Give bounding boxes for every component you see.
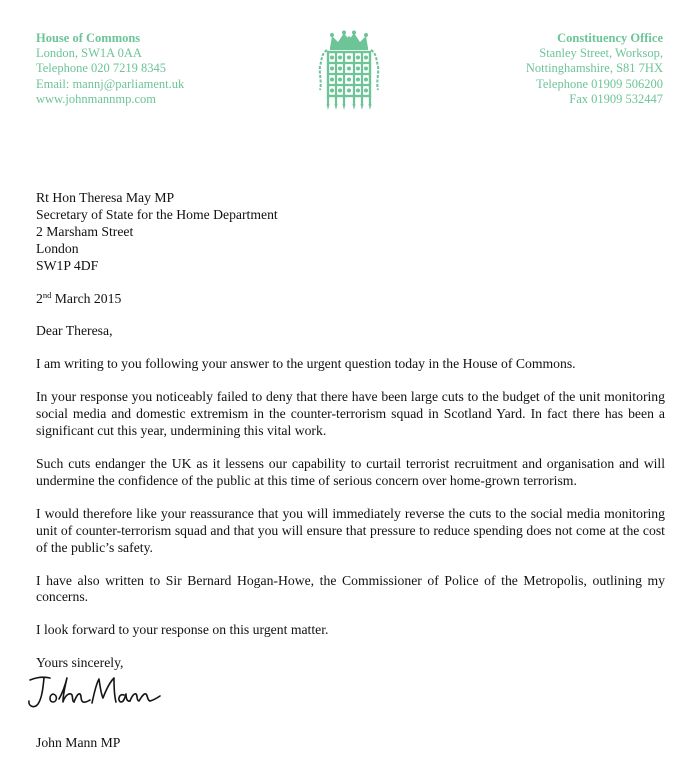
paragraph: I would therefore like your reassurance that you will immediately reverse the cuts to the social media monitoring unit of counter-terrorism squad and that you will ensure that pressure to reduce spending does not come at the cost of the public’s safety.: [36, 505, 665, 555]
recipient-city: London: [36, 240, 79, 256]
salutation: Dear Theresa,: [36, 323, 113, 339]
portcullis-emblem: [318, 30, 380, 112]
recipient-title: Secretary of State for the Home Department: [36, 206, 278, 222]
letterhead-website: www.johnmannmp.com: [36, 91, 157, 106]
letterhead-right-title: Constituency Office: [557, 31, 663, 45]
constituency-fax: Fax 01909 532447: [569, 91, 663, 106]
paragraph: I have also written to Sir Bernard Hogan-Howe, the Commissioner of Police of the Metropolis, outlining my concerns.: [36, 572, 665, 605]
paragraph: I look forward to your response on this urgent matter.: [36, 622, 329, 638]
paragraph: In your response you noticeably failed to deny that there have been large cuts to the budget of the unit monitoring social media and domestic extremism in the counter-terrorism squad in Scotland Yard. In fact there has been a significant cut this year, undermining this vital work.: [36, 389, 665, 439]
constituency-address-line: Nottinghamshire, S81 7HX: [525, 61, 663, 76]
recipient-name: Rt Hon Theresa May MP: [36, 190, 175, 205]
letterhead-left: [36, 31, 184, 107]
constituency-telephone: Telephone 01909 506200: [536, 76, 663, 91]
signature-icon: [26, 668, 166, 712]
letterhead-left-title: House of Commons: [36, 31, 141, 45]
constituency-address-line: Stanley Street, Worksop,: [539, 46, 663, 61]
date-rest: March 2015: [51, 290, 122, 306]
signoff: Yours sincerely,: [36, 655, 124, 671]
date-suffix: nd: [42, 289, 52, 300]
letterhead-address-line: London, SW1A 0AA: [36, 46, 142, 61]
letter-body: [36, 190, 665, 672]
letterhead-right: [526, 31, 663, 107]
signer-name: John Mann MP: [36, 735, 121, 750]
date-day: 2: [36, 290, 43, 306]
paragraph: Such cuts endanger the UK as it lessens our capability to curtail terrorist recruitment and organisation and will undermine the confidence of the public at this time of serious concern over home-grown terrorism.: [36, 455, 665, 488]
paragraph: I am writing to you following your answer to the urgent question today in the House of Commons.: [36, 356, 576, 372]
letterhead-email: Email: mannj@parliament.uk: [36, 76, 185, 91]
recipient-address: [36, 190, 665, 275]
recipient-street: 2 Marsham Street: [36, 223, 134, 239]
recipient-postcode: SW1P 4DF: [36, 257, 99, 273]
handwritten-signature: [26, 668, 166, 712]
portcullis-icon: [318, 30, 380, 112]
letter-date: [36, 291, 665, 308]
letterhead-telephone: Telephone 020 7219 8345: [36, 61, 167, 76]
